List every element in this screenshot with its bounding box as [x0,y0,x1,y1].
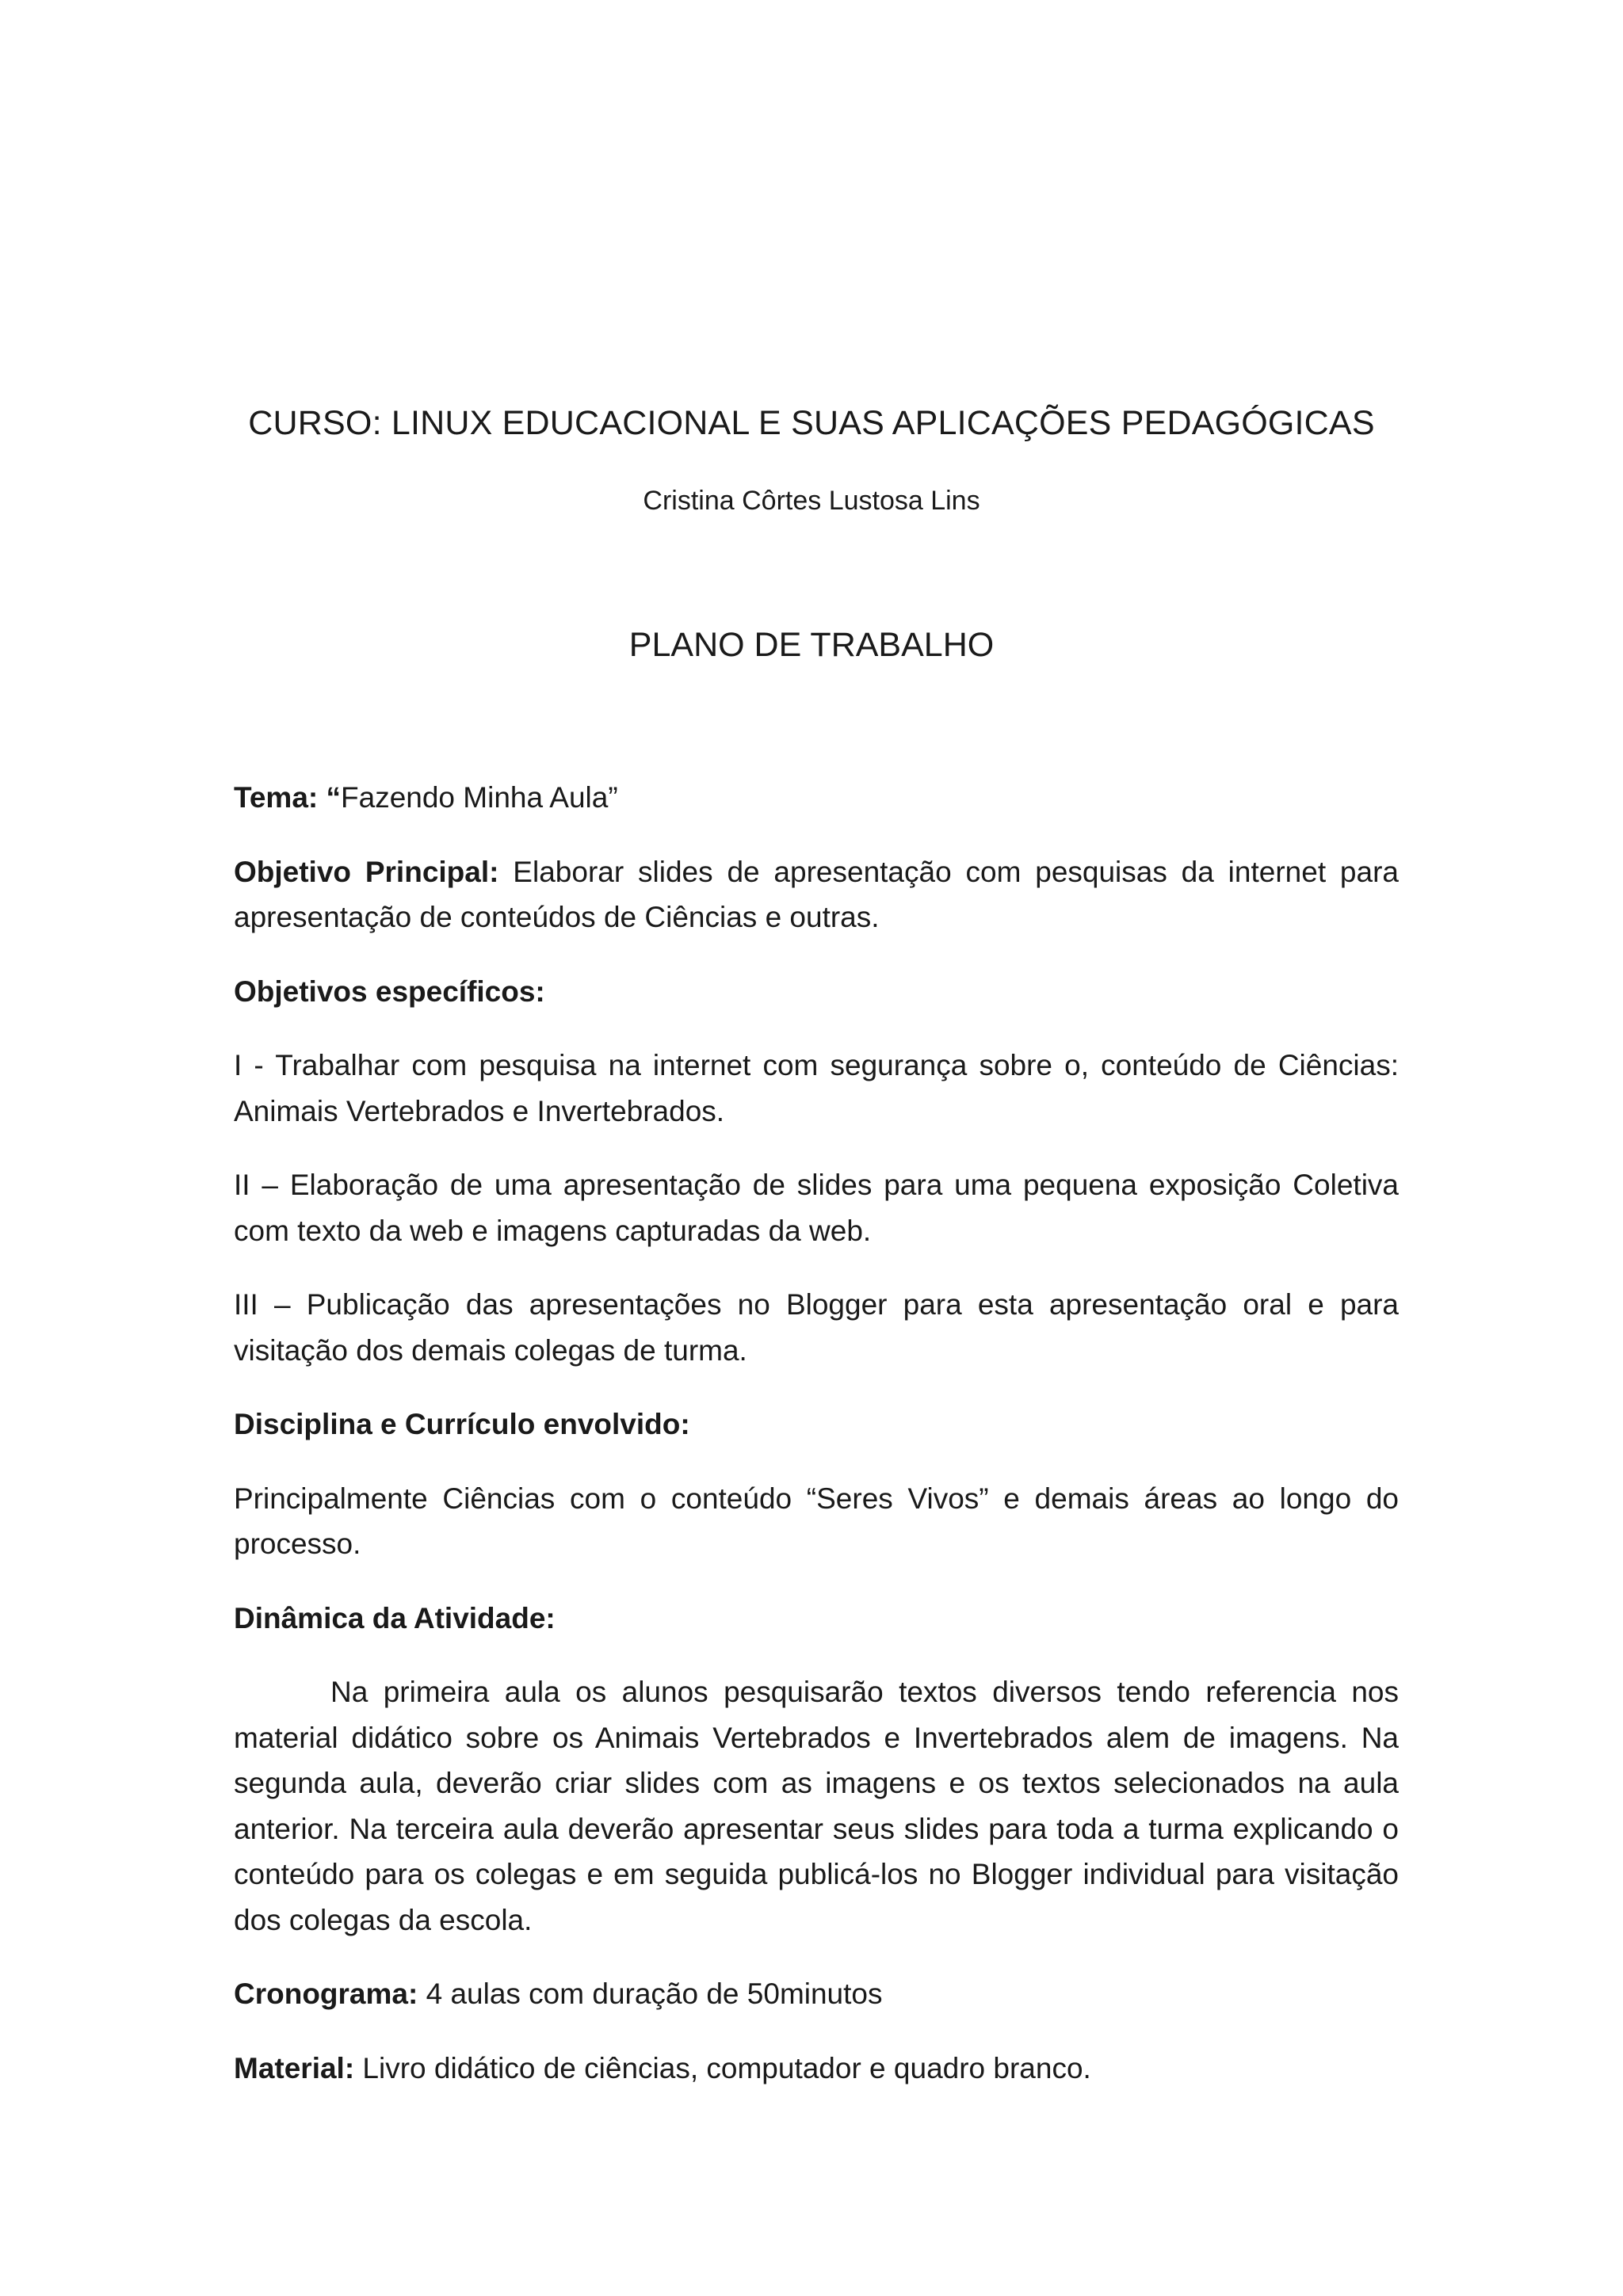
dinamica-heading [234,1596,1399,1642]
cronograma-label: Cronograma: [234,1978,418,2010]
objetivos-especificos-label: Objetivos específicos: [234,974,545,1008]
objective-item: I - Trabalhar com pesquisa na internet com segurança sobre o, conteúdo de Ciências: Animais Vertebrados e Invertebrados. [234,1049,1399,1127]
tema-paragraph [234,775,1399,821]
material-label: Material: [234,2051,355,2084]
material-paragraph [234,2046,1399,2092]
plan-title: PLANO DE TRABALHO [628,626,995,664]
objective-item: III – Publicação das apresentações no Blogger para esta apresentação oral e para visitação dos demais colegas de turma. [234,1288,1399,1367]
document-body [234,775,1399,2119]
objetivos-especificos-heading [234,969,1399,1015]
disciplina-label: Disciplina e Currículo envolvido: [234,1408,690,1440]
objective-item: II – Elaboração de uma apresentação de slides para uma pequena exposição Coletiva com texto da web e imagens capturadas da web. [234,1169,1399,1247]
cronograma-paragraph [234,1971,1399,2017]
objetivo-principal-text: Elaborar slides de apresentação com pesquisas da internet para apresentação de conteúdos de Ciências e outras. [234,855,1399,933]
disciplina-heading [234,1402,1399,1447]
material-text: Livro didático de ciências, computador e quadro branco. [354,2051,1091,2084]
dinamica-text: Na primeira aula os alunos pesquisarão textos diversos tendo referencia nos material didático sobre os Animais Vertebrados e Invertebrados alem de imagens. Na segunda aula, deverão criar slides com as imagens e os textos selecionados na aula anterior. Na terceira aula deverão apresentar seus slides para toda a turma explicando o conteúdo para os colegas e em seguida publicá-los no Blogger individual para visitação dos colegas da escola. [234,1676,1399,1936]
objetivo-principal-label: Objetivo Principal: [234,855,499,888]
tema-text: Fazendo Minha Aula” [341,781,618,814]
disciplina-text: Principalmente Ciências com o conteúdo “Seres Vivos” e demais áreas ao longo do processo. [234,1482,1399,1560]
course-title: CURSO: LINUX EDUCACIONAL E SUAS APLICAÇÕES PEDAGÓGICAS [248,404,1375,442]
objetivo-principal-paragraph [234,849,1399,940]
dinamica-label: Dinâmica da Atividade: [234,1601,556,1634]
author-name: Cristina Côrtes Lustosa Lins [643,486,980,516]
tema-label: Tema: “ [234,781,342,814]
cronograma-text: 4 aulas com duração de 50minutos [418,1978,883,2010]
